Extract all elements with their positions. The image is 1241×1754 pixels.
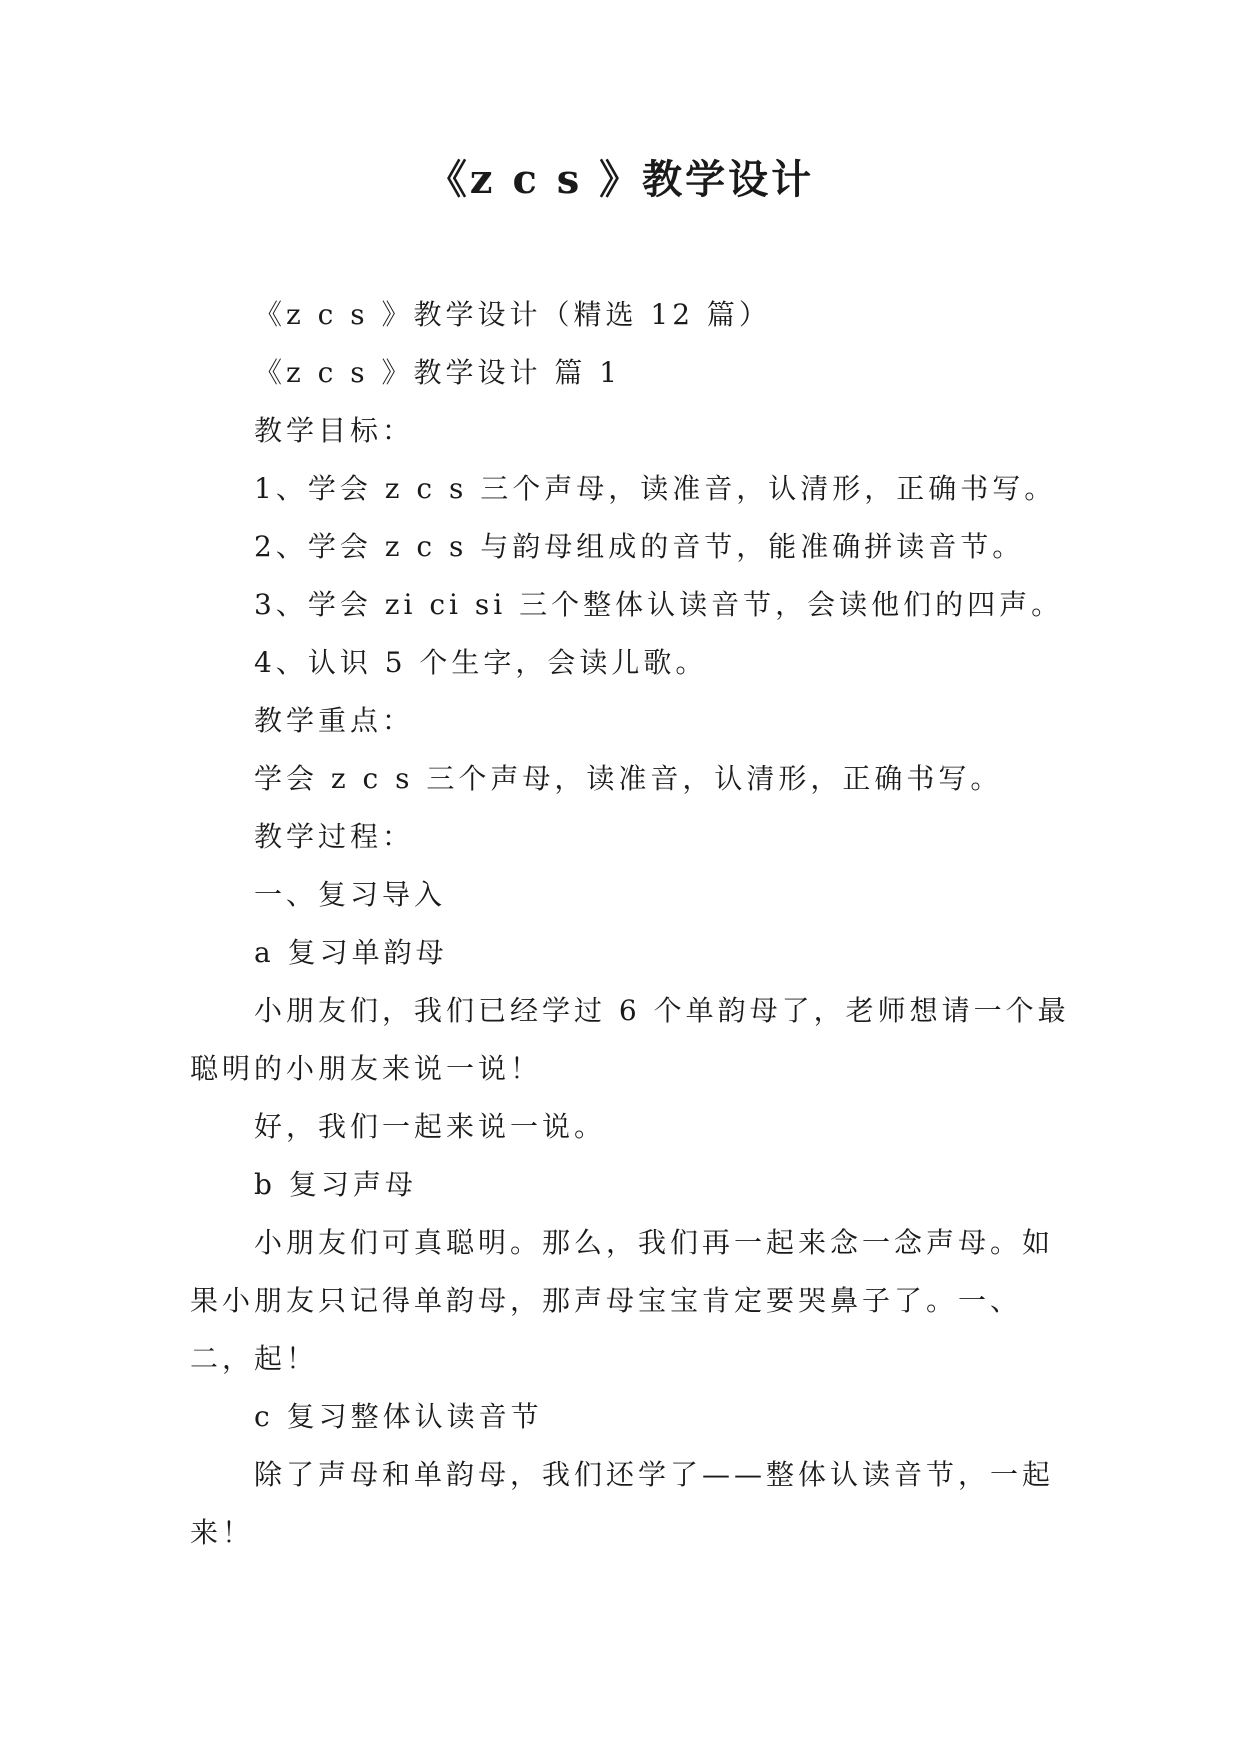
subsection-heading: b 复习声母 — [254, 1168, 417, 1201]
document-body — [190, 286, 1070, 1562]
paragraph: 学会 z c s 三个声母，读准音，认清形，正确书写。 — [254, 762, 1003, 795]
subsection-heading: 一、复习导入 — [254, 878, 447, 911]
document-title: 《z c s 》教学设计 — [426, 156, 815, 203]
list-item: 3、学会 zi ci si 三个整体认读音节，会读他们的四声。 — [254, 588, 1064, 621]
paragraph: 除了声母和单韵母，我们还学了——整体认读音节，一起来！ — [190, 1458, 1055, 1549]
list-item: 2、学会 z c s 与韵母组成的音节，能准确拼读音节。 — [254, 530, 1025, 563]
paragraph: 小朋友们，我们已经学过 6 个单韵母了，老师想请一个最聪明的小朋友来说一说！ — [190, 994, 1070, 1085]
section-heading: 教学目标： — [254, 414, 415, 447]
paragraph: 《z c s 》教学设计 篇 1 — [254, 356, 622, 389]
subsection-heading: c 复习整体认读音节 — [254, 1400, 543, 1433]
section-heading: 教学重点： — [254, 704, 415, 737]
list-item: 4、认识 5 个生字，会读儿歌。 — [254, 646, 708, 679]
subsection-heading: a 复习单韵母 — [254, 936, 448, 969]
paragraph: 好，我们一起来说一说。 — [254, 1110, 607, 1143]
section-heading: 教学过程： — [254, 820, 415, 853]
list-item: 1、学会 z c s 三个声母，读准音，认清形，正确书写。 — [254, 472, 1057, 505]
paragraph: 《z c s 》教学设计（精选 12 篇） — [254, 298, 771, 331]
paragraph: 小朋友们可真聪明。那么，我们再一起来念一念声母。如果小朋友只记得单韵母，那声母宝宝肯定要哭鼻子了。一、二，起！ — [190, 1226, 1055, 1375]
